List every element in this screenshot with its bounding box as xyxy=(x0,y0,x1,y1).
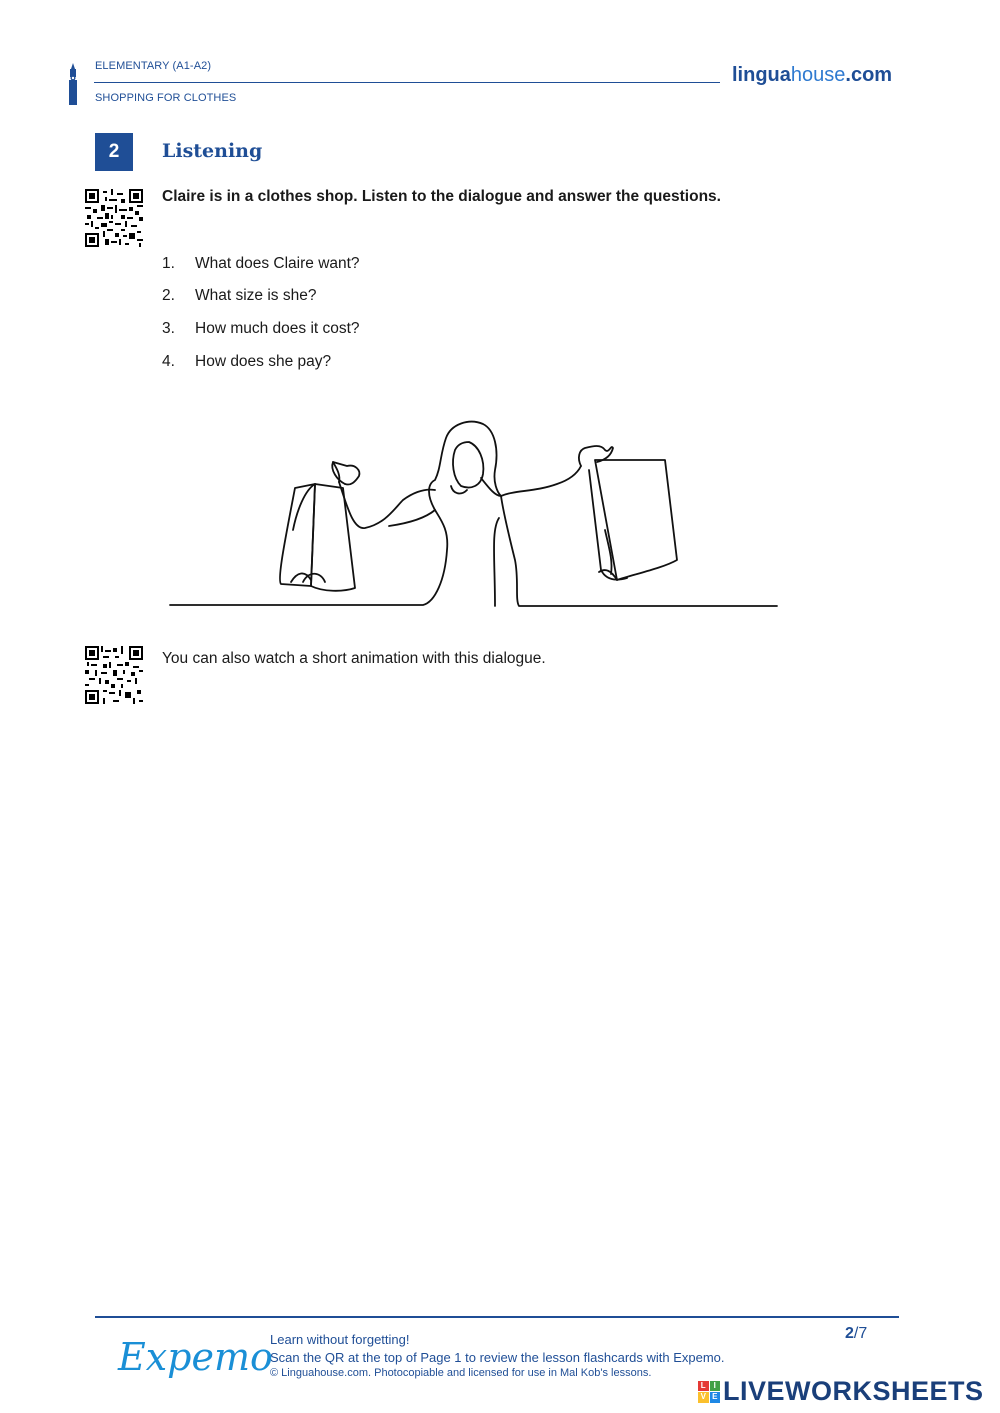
brand-logo-tld: .com xyxy=(845,64,893,86)
page-number xyxy=(845,1325,867,1343)
question-number: 3. xyxy=(162,320,175,337)
page-current: 2 xyxy=(845,1325,854,1342)
liveworksheets-icon-letter: L xyxy=(698,1381,709,1392)
liveworksheets-icon-letter: E xyxy=(710,1392,721,1403)
expemo-logo[interactable] xyxy=(116,1328,273,1390)
liveworksheets-text: LIVEWORKSHEETS xyxy=(723,1376,984,1406)
shopping-woman-illustration xyxy=(165,410,785,615)
question-item xyxy=(162,287,316,305)
expemo-logo-text: Expemo xyxy=(118,1335,273,1379)
brand-logo-main: lingua xyxy=(732,64,791,86)
instruction-text: Claire is in a clothes shop. Listen to the dialogue and answer the questions. xyxy=(162,188,721,205)
page-total: /7 xyxy=(853,1325,868,1342)
animation-note: You can also watch a short animation with this dialogue. xyxy=(162,650,546,667)
question-text: What size is she? xyxy=(195,287,317,304)
question-text: How much does it cost? xyxy=(195,320,360,337)
question-item xyxy=(162,320,360,338)
footer-divider xyxy=(95,1316,899,1318)
liveworksheets-icon xyxy=(698,1381,720,1403)
brand-logo[interactable] xyxy=(732,64,892,87)
liveworksheets-watermark xyxy=(698,1376,984,1407)
big-ben-icon xyxy=(66,63,80,105)
section-number-badge: 2 xyxy=(95,133,133,171)
section-title: Listening xyxy=(162,140,263,162)
liveworksheets-icon-letter: I xyxy=(710,1381,721,1392)
qr-code-icon[interactable] xyxy=(85,646,143,704)
question-number: 2. xyxy=(162,287,175,304)
header-divider xyxy=(94,82,720,83)
qr-code-icon[interactable] xyxy=(85,189,143,247)
question-text: How does she pay? xyxy=(195,353,332,370)
question-number: 1. xyxy=(162,255,175,272)
topic-label: SHOPPING FOR CLOTHES xyxy=(95,92,237,104)
question-item xyxy=(162,255,360,273)
footer-copyright: © Linguahouse.com. Photocopiable and licensed for use in Mal Kob's lessons. xyxy=(270,1367,652,1379)
question-item xyxy=(162,353,331,371)
liveworksheets-icon-letter: V xyxy=(698,1392,709,1403)
footer-qr-instruction: Scan the QR at the top of Page 1 to review the lesson flashcards with Expemo. xyxy=(270,1350,725,1365)
question-number: 4. xyxy=(162,353,175,370)
question-text: What does Claire want? xyxy=(195,255,360,272)
footer-tagline: Learn without forgetting! xyxy=(270,1332,410,1347)
level-label: ELEMENTARY (A1-A2) xyxy=(95,60,212,72)
brand-logo-mid: house xyxy=(790,64,846,86)
